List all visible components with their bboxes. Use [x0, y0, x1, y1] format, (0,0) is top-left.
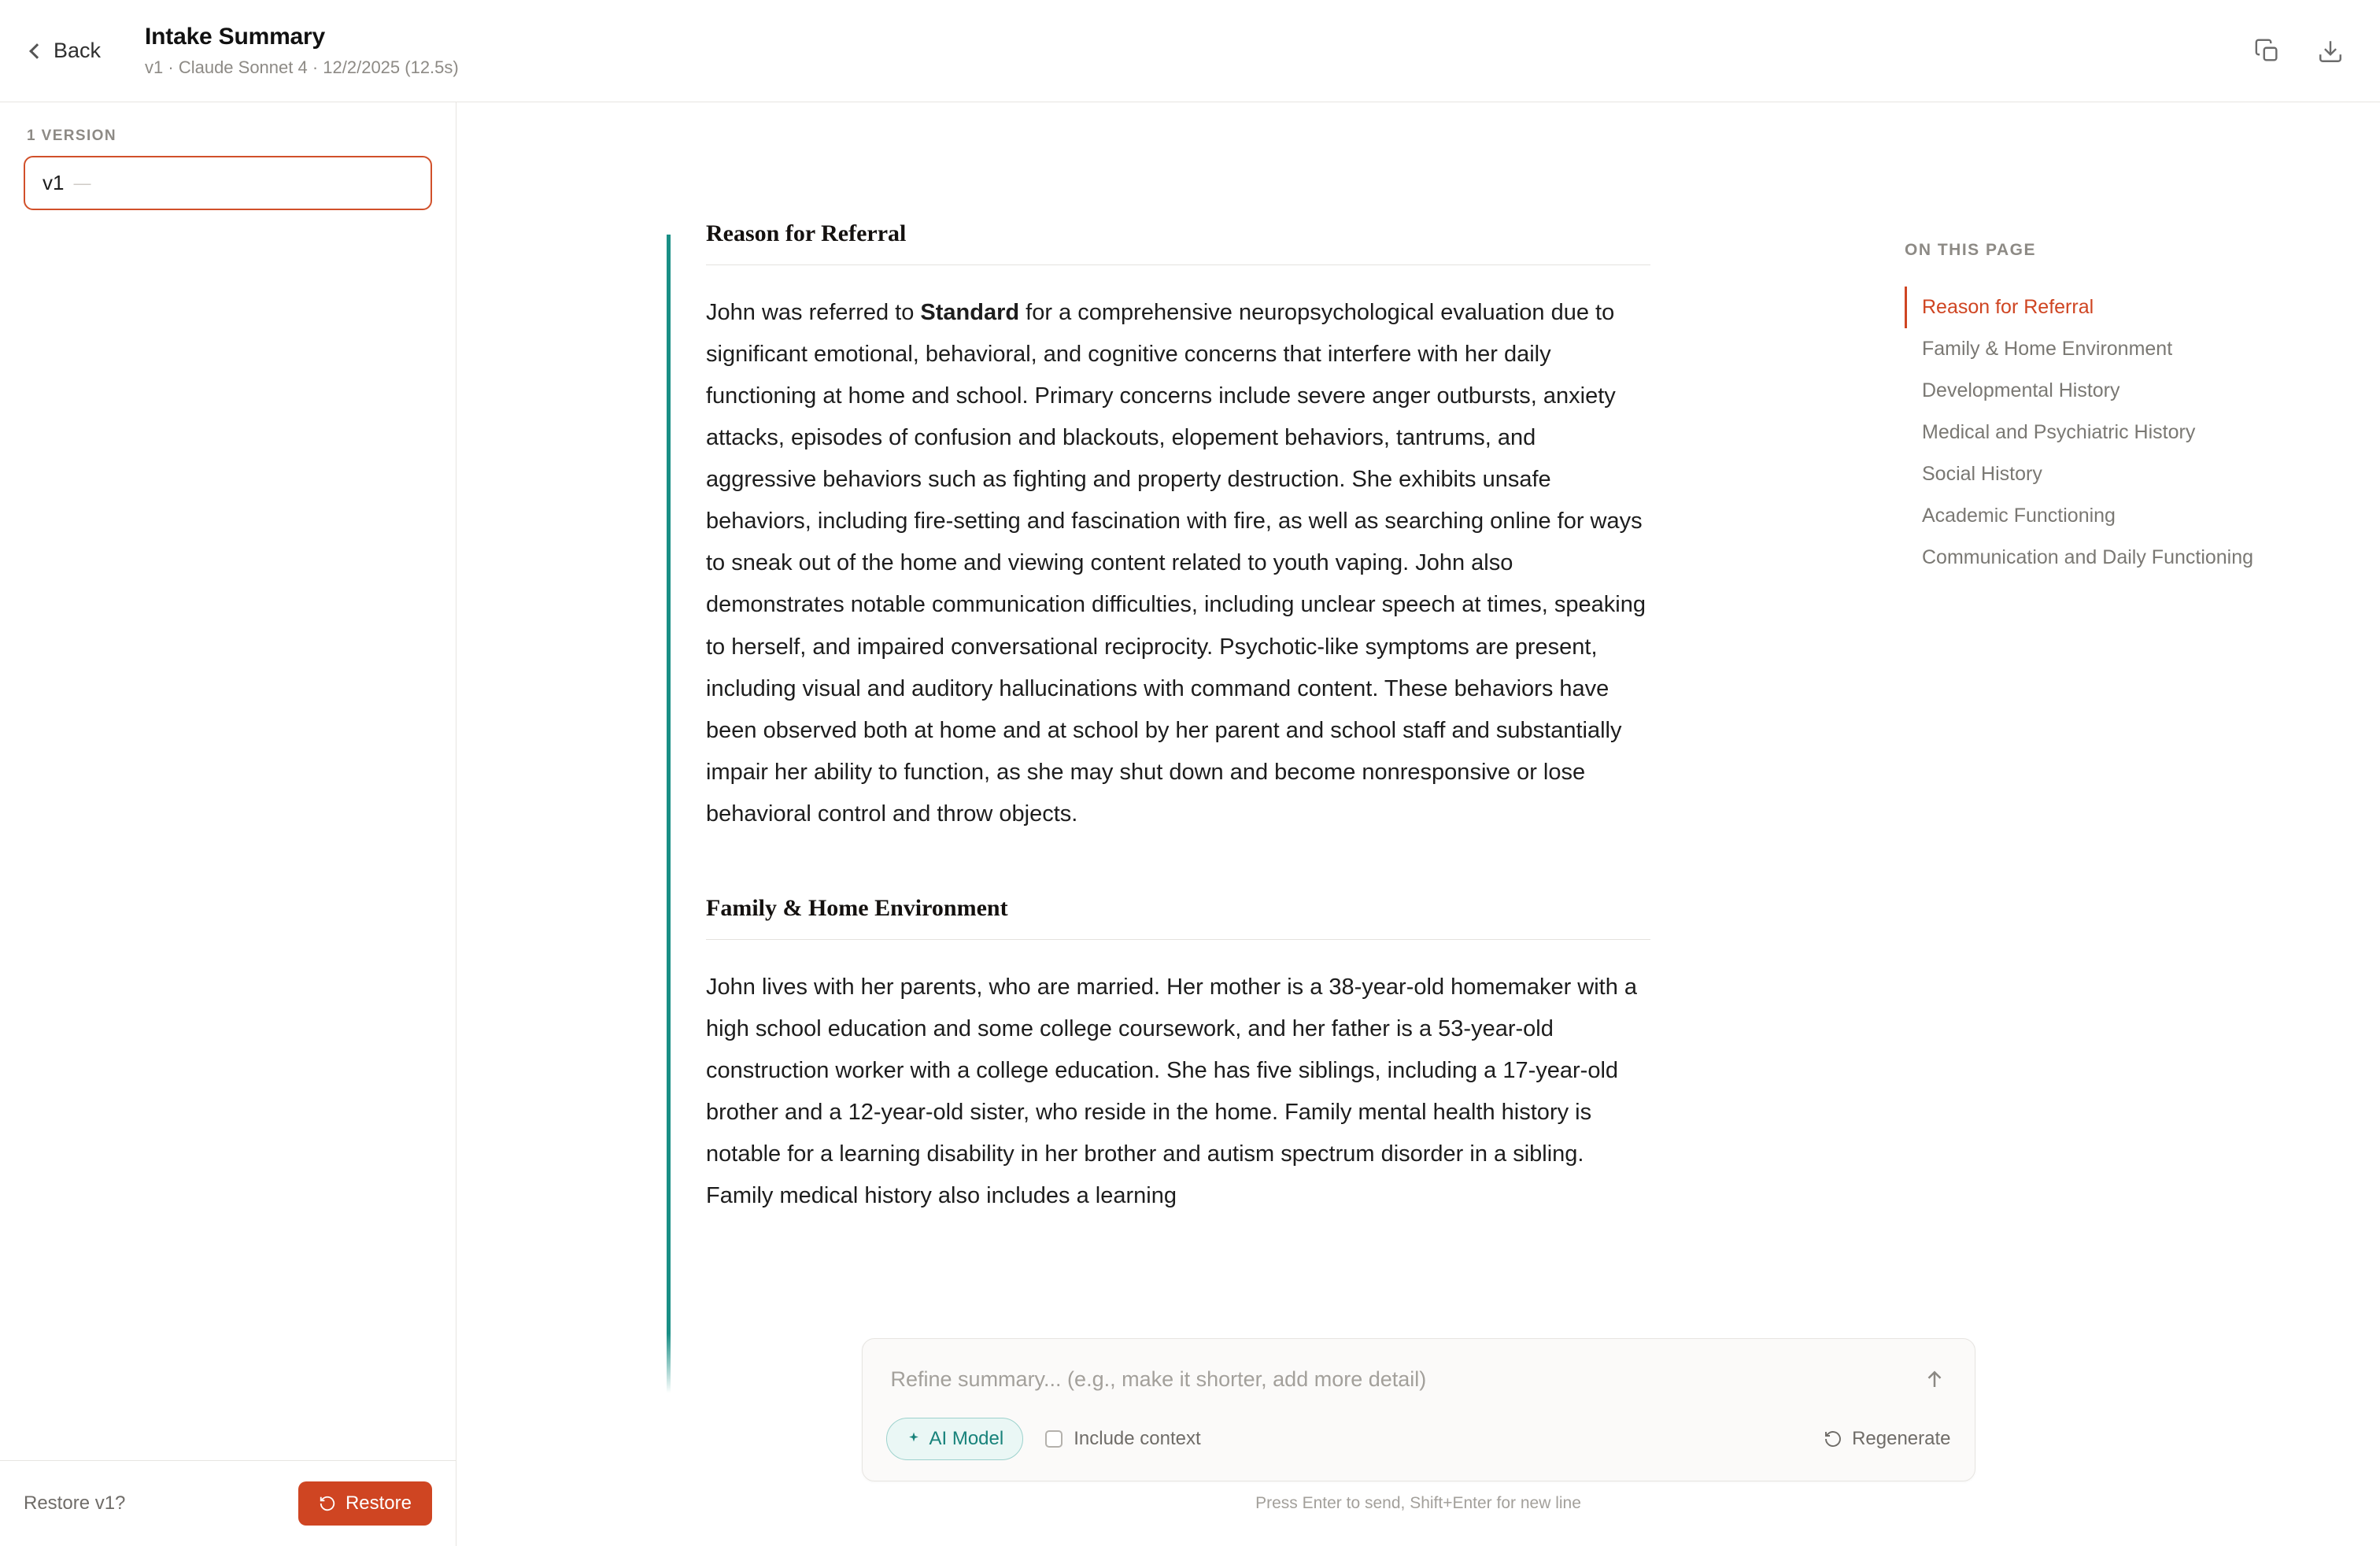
toc-item-social-history[interactable]: Social History [1922, 463, 2042, 485]
regenerate-button[interactable] [1824, 1428, 1950, 1450]
toc-item-academic-functioning[interactable]: Academic Functioning [1922, 505, 2116, 527]
paragraph-bold-term: Standard [920, 300, 1020, 325]
section-paragraph-family-home-environment: John lives with her parents, who are married. Her mother is a 38-year-old homemaker with a high school education and some college coursework, and her father is a 53-year-old construction worker with a college education. She has five siblings, including a 17-year-old brother and a 12-year-old sister, who reside in the home. Family mental health history is notable for a learning disability in her brother and autism spectrum disorder in a sibling. Family medical history also includes a learning [706, 974, 1638, 1209]
paragraph-text-post: for a comprehensive neuropsychological evaluation due to significant emotional, behavioral, and cognitive concerns that interfere with her daily functioning at home and school. Primary concerns include severe anger outbursts, anxiety attacks, episodes of confusion and blackouts, elopement behaviors, tantrums, and aggressive behaviors such as fighting and property destruction. She exhibits unsafe behaviors, including fire-setting and fascination with fire, as well as searching online for ways to sneak out of the home and viewing content related to youth vaping. John also demonstrates notable communication difficulties, including unclear speech at times, speaking to herself, and impaired conversational reciprocity. Psychotic-like symptoms are present, including visual and auditory hallucinations with command content. These behaviors have been observed both at home and at school by her parent and school staff and substantially impair her ability to function, as she may shut down and become nonresponsive or lose behavioral control and throw objects. [706, 300, 1646, 827]
composer-hint: Press Enter to send, Shift+Enter for new line [1255, 1494, 1581, 1512]
back-button-label: Back [54, 39, 102, 62]
toc-item-communication-and-daily-functioning[interactable]: Communication and Daily Functioning [1922, 546, 2254, 568]
send-icon[interactable] [1915, 1359, 1954, 1399]
refresh-icon [1824, 1429, 1842, 1448]
versions-section-label: 1 VERSION [27, 128, 116, 144]
toc-item-developmental-history[interactable]: Developmental History [1922, 379, 2120, 401]
regenerate-label: Regenerate [1852, 1428, 1951, 1449]
section-heading-family-home-environment: Family & Home Environment [706, 895, 1650, 940]
restore-icon [319, 1495, 336, 1512]
header-actions [2249, 33, 2349, 69]
version-item-v1[interactable] [24, 156, 432, 210]
restore-bar [0, 1460, 456, 1546]
toc-item-family-home-environment[interactable]: Family & Home Environment [1922, 338, 2173, 360]
copy-icon[interactable] [2249, 33, 2286, 69]
version-dash: — [73, 172, 91, 193]
back-button[interactable] [28, 32, 109, 69]
include-context-toggle[interactable] [1045, 1428, 1200, 1450]
toc-item-reason-for-referral[interactable]: Reason for Referral [1905, 287, 2333, 328]
versions-list [0, 156, 456, 210]
on-this-page-title: ON THIS PAGE [1905, 241, 2036, 259]
document-accent-rule [667, 235, 671, 1439]
app-header [0, 0, 2380, 102]
on-this-page-nav [1861, 102, 2380, 1546]
page-title: Intake Summary [145, 24, 325, 50]
restore-prompt: Restore v1? [24, 1492, 126, 1514]
checkbox-icon[interactable] [1045, 1430, 1062, 1448]
include-context-label: Include context [1074, 1428, 1201, 1449]
composer-input-row [863, 1339, 1975, 1407]
ai-model-label: AI Model [929, 1428, 1004, 1449]
versions-sidebar [0, 102, 456, 1546]
section-paragraph-reason-for-referral [706, 292, 1650, 835]
version-label: v1 [42, 171, 65, 194]
composer-toolbar [863, 1407, 1975, 1481]
ai-model-selector[interactable] [886, 1418, 1024, 1460]
header-title-block [145, 24, 459, 78]
document [667, 102, 1650, 1217]
page-subtitle: v1 · Claude Sonnet 4 · 12/2/2025 (12.5s) [145, 57, 459, 77]
chevron-left-icon [29, 43, 45, 59]
refine-input[interactable] [889, 1367, 1915, 1393]
paragraph-text-pre: John was referred to [706, 300, 921, 325]
document-scroll-area[interactable] [456, 102, 1861, 1546]
refine-composer [862, 1338, 1975, 1481]
toc-item-medical-and-psychiatric-history[interactable]: Medical and Psychiatric History [1922, 421, 2196, 443]
app-body [0, 102, 2380, 1546]
restore-button[interactable] [298, 1481, 432, 1526]
restore-button-label: Restore [345, 1492, 412, 1514]
sparkle-icon [906, 1431, 922, 1447]
download-icon[interactable] [2312, 33, 2349, 69]
section-heading-reason-for-referral: Reason for Referral [706, 220, 1650, 265]
